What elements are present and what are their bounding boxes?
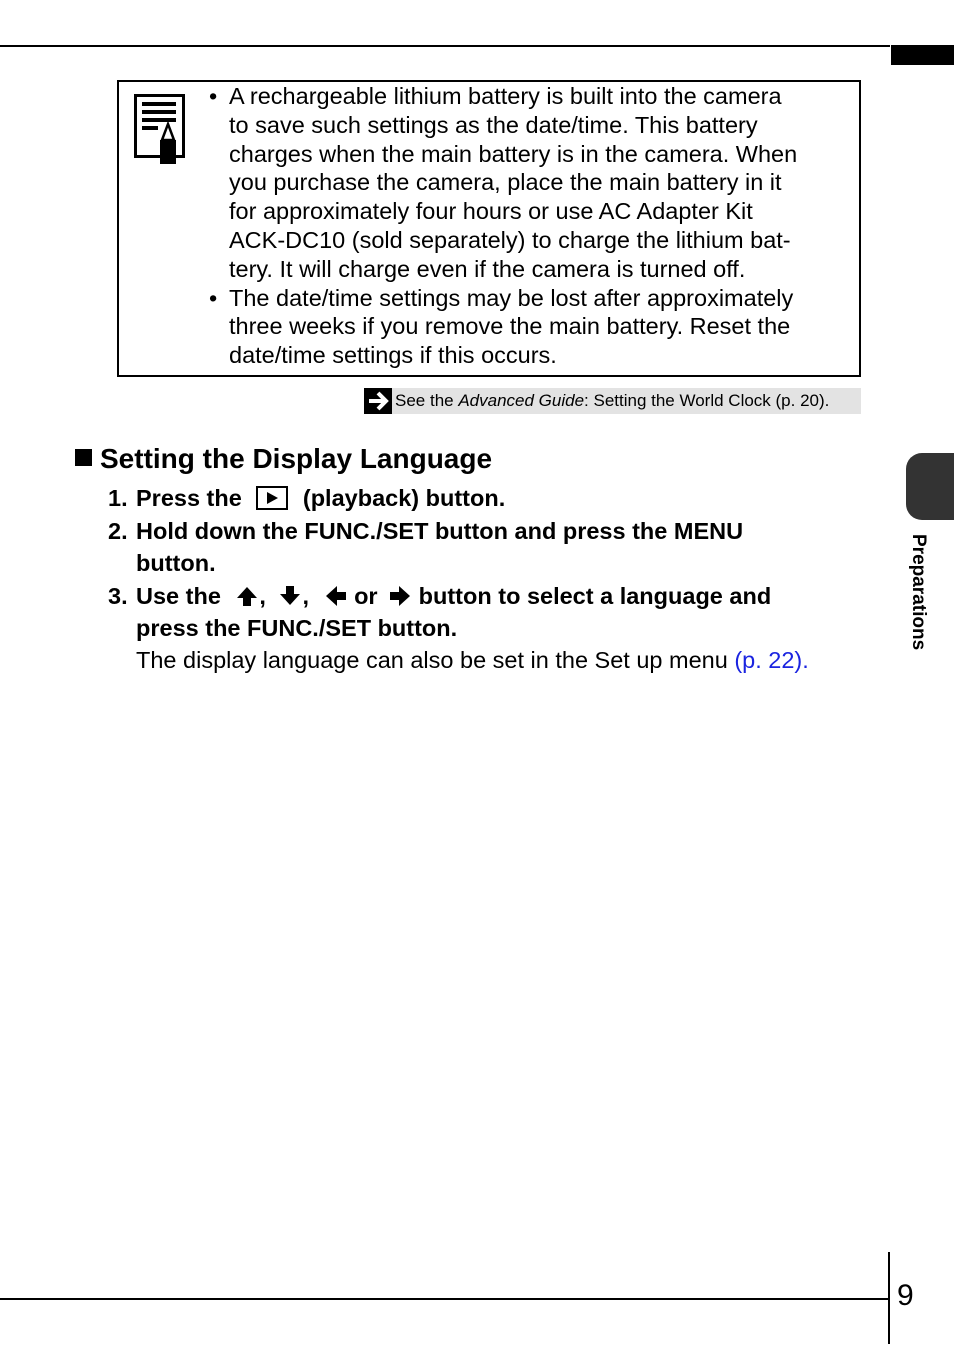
down-arrow-icon [278, 584, 302, 608]
note-bullets [209, 82, 859, 370]
memo-icon [134, 94, 188, 164]
note-bullet-2: • The date/time settings may be lost after approximately three weeks if you remove the main battery. Reset the date/time settings if this occurs. [209, 284, 859, 370]
up-arrow-icon [235, 584, 259, 608]
steps-list [108, 482, 809, 676]
section-heading: Setting the Display Language [75, 442, 492, 476]
reference-text: See the Advanced Guide: Setting the World Clock (p. 20). [395, 391, 830, 410]
left-arrow-icon [324, 584, 348, 608]
chapter-tab [906, 453, 954, 520]
chapter-label: Preparations [908, 534, 929, 651]
reference-strip [364, 388, 861, 414]
step-2: 2. Hold down the FUNC./SET button and press the MENU button. [108, 518, 744, 576]
bottom-rule [0, 1298, 888, 1300]
note-bullet-1: • A rechargeable lithium battery is built into the camera to save such settings as the date/time. This battery charges when the main battery is in the camera. When you purchase the camera, place the main battery in it for approximately four hours or use AC Adapter Kit ACK-DC10 (sold separately) to charge the lithium bat- tery. It will charge even if the camera is turned off. [209, 82, 859, 284]
step-3-description: The display language can also be set in the Set up menu (p. 22). [136, 647, 809, 673]
page-22-link[interactable]: (p. 22) [734, 647, 803, 673]
arrow-right-icon [364, 388, 392, 414]
note-box [117, 80, 861, 377]
header-tab-marker [891, 45, 954, 65]
page-number-divider [888, 1252, 890, 1344]
page-number: 9 [897, 1279, 914, 1312]
square-bullet-icon [75, 449, 92, 466]
step-3: 3. Use the , , or button to select a language and press the FUNC./SET button. The display language can also be set in the Set up menu (p. 22). [108, 580, 809, 676]
step-1: 1. Press the (playback) button. [108, 485, 506, 511]
top-rule [0, 45, 890, 47]
advanced-guide-title: Advanced Guide [458, 391, 585, 410]
right-arrow-icon [388, 584, 412, 608]
playback-icon [256, 486, 288, 510]
